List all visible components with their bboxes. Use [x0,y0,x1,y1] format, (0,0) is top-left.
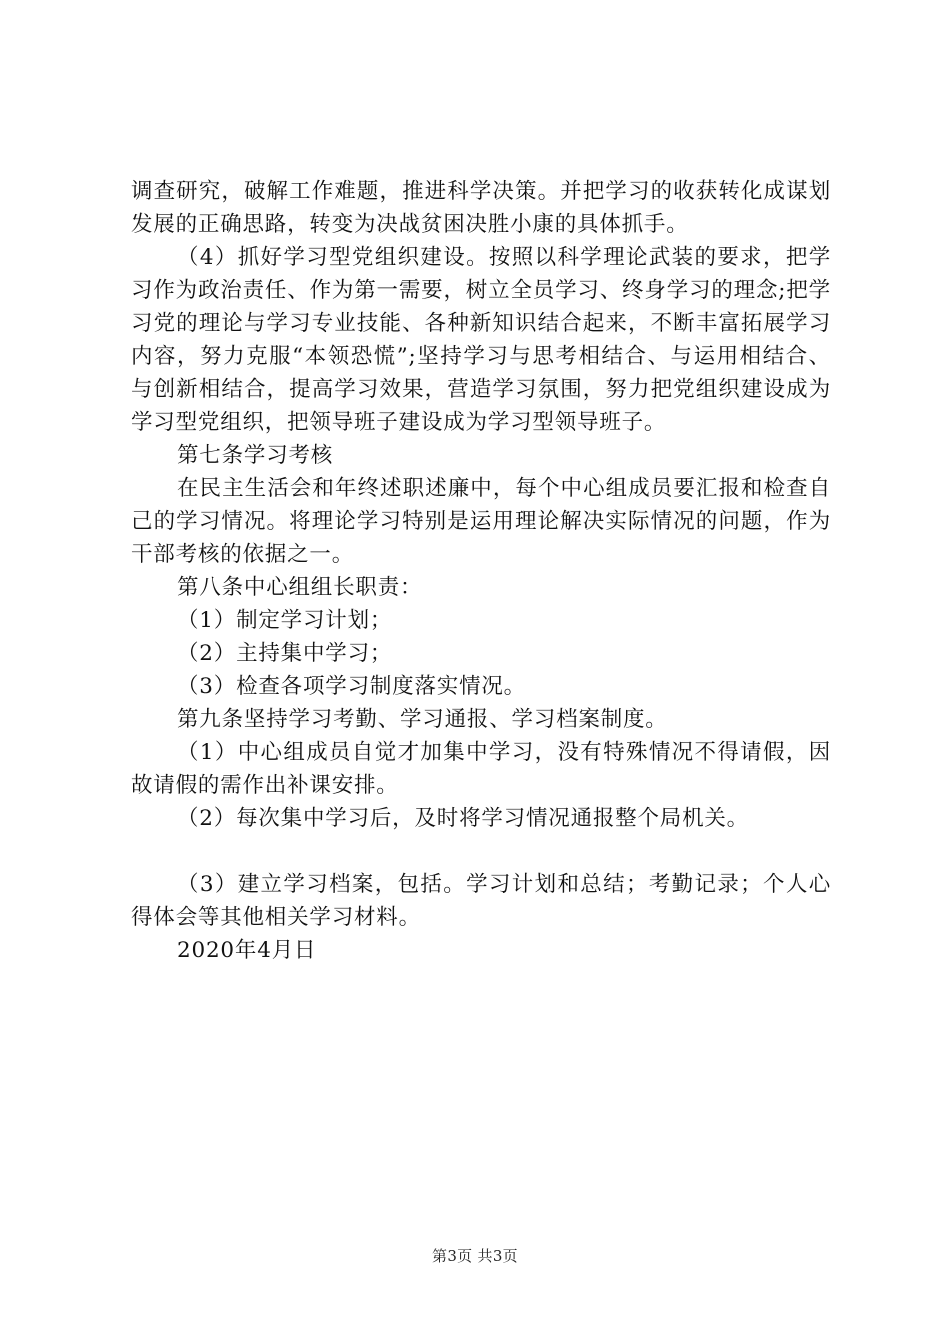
article-7-heading: 第七条学习考核 [177,443,334,468]
list-item: （3）建立学习档案，包括。学习计划和总结；考勤记录；个人心得体会等其他相关学习材料。 [131,872,831,930]
list-item: （1）中心组成员自觉才加集中学习，没有特殊情况不得请假，因故请假的需作出补课安排。 [131,740,831,798]
list-item: （2）主持集中学习； [177,641,393,666]
paragraph-1: 调查研究，破解工作难题，推进科学决策。并把学习的收获转化成谋划发展的正确思路，转变为决战贫困决胜小康的具体抓手。 [131,179,831,237]
document-body [131,175,831,967]
list-item: （2）每次集中学习后，及时将学习情况通报整个局机关。 [177,806,749,831]
paragraph-4: 在民主生活会和年终述职述廉中，每个中心组成员要汇报和检查自己的学习情况。将理论学习特别是运用理论解决实际情况的问题，作为干部考核的依据之一。 [131,476,831,567]
article-8-heading: 第八条中心组组长职责： [177,575,423,600]
list-item: （3）检查各项学习制度落实情况。 [177,674,526,699]
article-9-heading: 第九条坚持学习考勤、学习通报、学习档案制度。 [177,707,668,732]
paragraph-2: （4）抓好学习型党组织建设。按照以科学理论武装的要求，把学习作为政治责任、作为第一需要，树立全员学习、终身学习的理念;把学习党的理论与学习专业技能、各种新知识结合起来，不断丰富拓展学习内容，努力克服“本领恐慌”;坚持学习与思考相结合、与运用相结合、与创新相结合，提高学习效果，营造学习氛围，努力把党组织建设成为学习型党组织，把领导班子建设成为学习型领导班子。 [131,245,831,435]
document-date: 2020年4月日 [177,938,317,963]
list-item: （1）制定学习计划； [177,608,393,633]
page-footer: 第3页 共3页 [432,1247,518,1265]
